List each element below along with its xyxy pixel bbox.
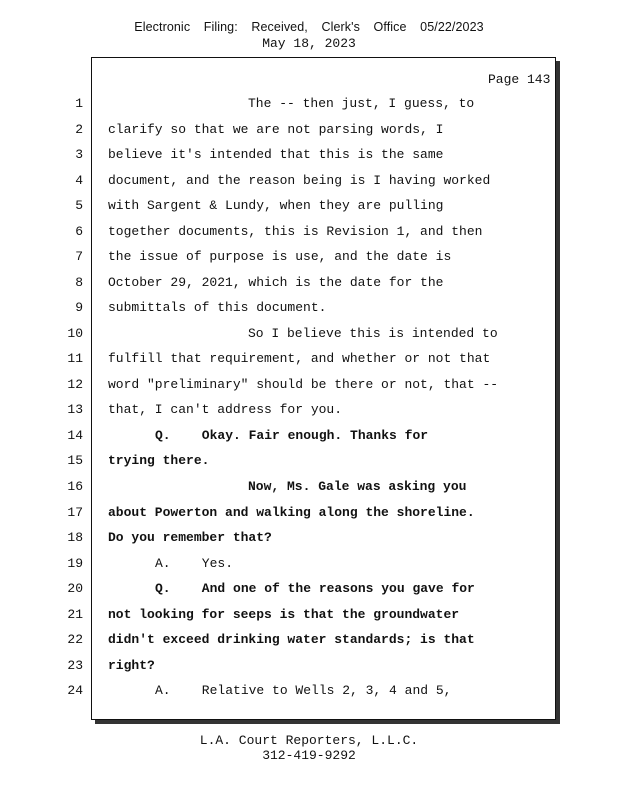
transcript-line [0,173,618,193]
line-number: 4 [75,173,83,188]
stamp-clerks: Clerk's [321,20,360,34]
stamp-received: Received, [251,20,308,34]
line-text: Do you remember that? [108,530,272,545]
line-number: 21 [67,607,83,622]
line-number: 3 [75,147,83,162]
transcript-line [0,428,618,448]
reporter-company: L.A. Court Reporters, L.L.C. [199,733,419,748]
transcript-line [0,607,618,627]
line-number: 2 [75,122,83,137]
transcript-line [0,326,618,346]
stamp-office: Office [373,20,407,34]
transcript-line [0,683,618,703]
line-number: 11 [67,351,83,366]
stamp-date: 05/22/2023 [420,20,484,34]
line-number: 14 [67,428,83,443]
line-number: 8 [75,275,83,290]
transcript-line [0,453,618,473]
transcript-line [0,275,618,295]
line-number: 6 [75,224,83,239]
transcript-line [0,96,618,116]
line-text: document, and the reason being is I having worked [108,173,491,188]
line-text: didn't exceed drinking water standards; is that [108,632,475,647]
line-text: A. Relative to Wells 2, 3, 4 and 5, [155,683,452,698]
line-text: together documents, this is Revision 1, and then [108,224,483,239]
line-number: 17 [67,505,83,520]
line-text: October 29, 2021, which is the date for the [108,275,444,290]
line-text: A. Yes. [155,556,234,571]
transcript-line [0,224,618,244]
line-number: 20 [67,581,83,596]
line-number: 19 [67,556,83,571]
line-text: Now, Ms. Gale was asking you [248,479,467,494]
line-text: not looking for seeps is that the groundwater [108,607,460,622]
transcript-line [0,479,618,499]
line-text: submittals of this document. [108,300,327,315]
transcript-line [0,530,618,550]
transcript-line [0,581,618,601]
line-number: 5 [75,198,83,213]
line-text: Q. And one of the reasons you gave for [155,581,475,596]
stamp-filing: Filing: [203,20,238,34]
transcript-line [0,147,618,167]
line-text: the issue of purpose is use, and the date is [108,249,452,264]
deposition-date: May 18, 2023 [262,36,356,51]
line-text: with Sargent & Lundy, when they are pulling [108,198,444,213]
transcript-line [0,122,618,142]
line-number: 1 [75,96,83,111]
transcript-line [0,377,618,397]
line-text: believe it's intended that this is the same [108,147,444,162]
filing-stamp [0,20,618,34]
line-text: word "preliminary" should be there or not, that -- [108,377,499,392]
line-number: 23 [67,658,83,673]
line-number: 7 [75,249,83,264]
line-text: about Powerton and walking along the shoreline. [108,505,475,520]
reporter-footer [0,733,618,763]
line-text: right? [108,658,155,673]
transcript-line [0,300,618,320]
line-number: 16 [67,479,83,494]
transcript-line [0,505,618,525]
line-text: Q. Okay. Fair enough. Thanks for [155,428,429,443]
line-number: 18 [67,530,83,545]
transcript-line [0,351,618,371]
line-number: 24 [67,683,83,698]
line-number: 10 [67,326,83,341]
line-number: 15 [67,453,83,468]
line-text: fulfill that requirement, and whether or not that [108,351,491,366]
transcript-line [0,632,618,652]
line-number: 22 [67,632,83,647]
stamp-electronic: Electronic [134,20,191,34]
transcript-line [0,249,618,269]
line-text: that, I can't address for you. [108,402,343,417]
reporter-phone: 312-419-9292 [262,748,356,763]
line-number: 12 [67,377,83,392]
line-text: The -- then just, I guess, to [248,96,475,111]
transcript-line [0,658,618,678]
transcript-line [0,556,618,576]
line-number: 13 [67,402,83,417]
transcript-line [0,198,618,218]
line-text: trying there. [108,453,210,468]
line-text: clarify so that we are not parsing words, I [108,122,444,137]
transcript-line [0,402,618,422]
page-number: Page 143 [488,72,551,87]
line-number: 9 [75,300,83,315]
line-text: So I believe this is intended to [248,326,498,341]
